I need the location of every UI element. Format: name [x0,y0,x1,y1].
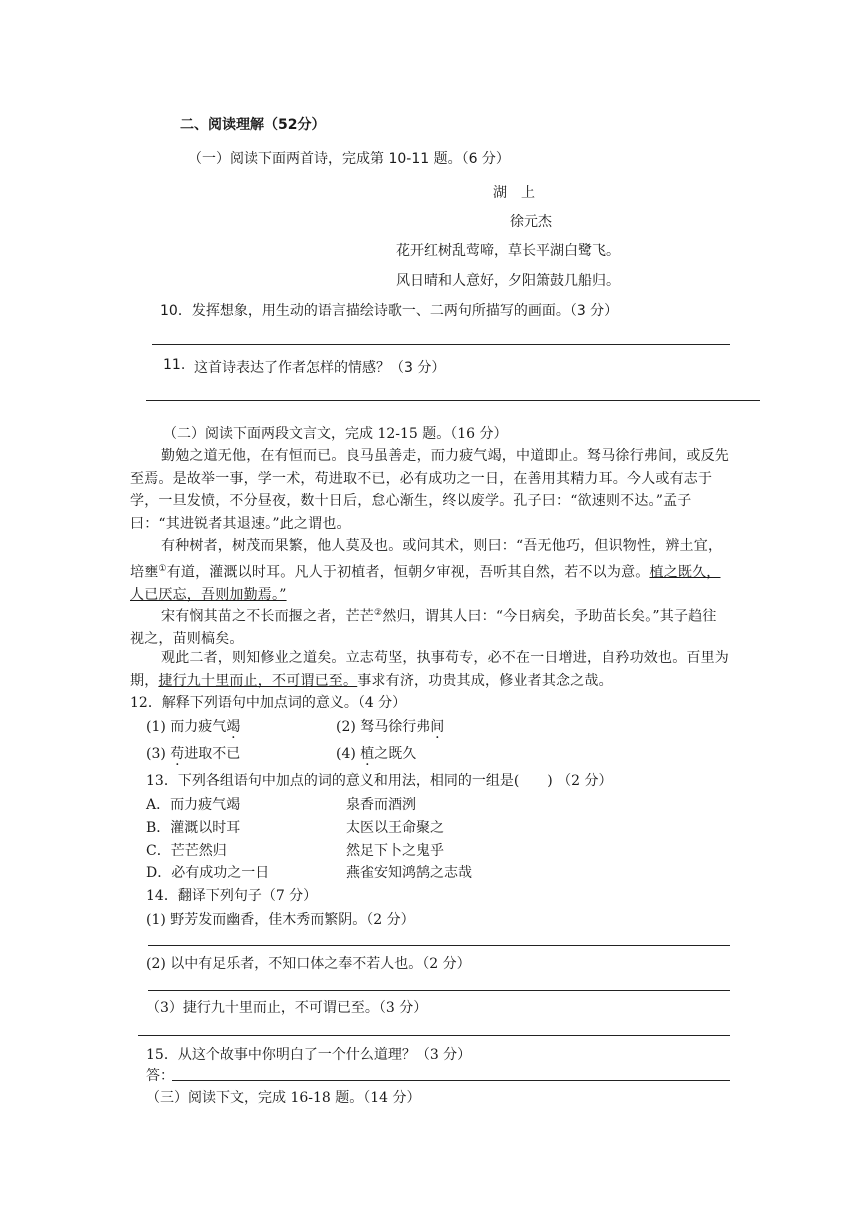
q12-item-1-text: 而力疲气 [170,719,227,735]
q12-item-2 [336,716,444,736]
q12-item-2-number: (2) [336,719,356,735]
q13-option-b-right: 太医以王命聚之 [346,820,444,836]
answer-line-q11 [146,400,760,401]
question-14: 14．翻译下列句子（7 分） [146,888,318,904]
question-10: 10．发挥想象，用生动的语言描绘诗歌一、二两句所描写的画面。（3 分） [160,303,619,319]
footnote-marker-2: ② [374,608,383,618]
q12-item-3-dotted-word: 苟 [170,746,185,762]
q14-sentence-3: （3）捷行九十里而止，不可谓已至。（3 分） [146,1000,428,1016]
poem-line-2: 风日晴和人意好，夕阳箫鼓几船归。 [396,273,620,289]
q13-option-a-right: 泉香而酒洌 [346,797,416,813]
section-heading: 二、阅读理解（52分） [180,117,326,133]
answer-line-q15 [172,1080,730,1081]
classical-text-paragraph-3 [130,602,730,651]
q13-option-a-left: A．而力疲气竭 [146,797,241,813]
q12-item-4-number: (4) [336,746,356,762]
paragraph-3-text-a: 宋有悯其苗之不长而揠之者，芒芒 [161,608,374,625]
q13-option-b-left: B．灌溉以时耳 [146,820,241,836]
q12-item-4 [336,743,416,763]
q12-item-3-text-after: 进取不已 [184,746,241,762]
q12-item-1-number: (1) [146,719,166,735]
classical-text-paragraph-2 [130,535,730,606]
part1-intro: （一）阅读下面两首诗，完成第 10-11 题。（6 分） [188,151,510,167]
question-13: 13．下列各组语句中加点的词的意义和用法，相同的一组是( ) （2 分） [146,773,613,789]
paragraph-2-text-b: 有道，灌溉以时耳。凡人于初植者，恒朝夕审视，吾听其自然，若不以为意。 [166,564,650,581]
answer-line-q14-3 [138,1035,730,1036]
q12-item-3-number: (3) [146,746,166,762]
q13-option-c-right: 然足下卜之鬼乎 [346,843,444,859]
question-12: 12．解释下列语句中加点词的意义。（4 分） [130,695,407,711]
q13-option-d-left: D．必有成功之一日 [146,865,270,881]
paragraph-4-text-b: 事求有济，功贵其成，修业者其念之哉。 [357,672,613,689]
paragraph-4-underlined: 捷行九十里而止，不可谓已至。 [158,672,358,689]
paragraph-2-underlined: 植之既久，人已厌忘，吾则加勤焉。” [130,564,721,603]
answer-line-q14-2 [148,990,730,991]
q15-answer-label: 答： [146,1068,174,1084]
q12-item-1-dotted-word: 竭 [226,719,241,735]
paragraph-2-text-a: 有种树者，树茂而果繁，他人莫及也。或问其术，则曰：“吾无他巧，但识物性，辨土宜，培壅 [130,538,723,581]
q12-item-2-dotted-word: 间 [430,719,445,735]
classical-text-paragraph-4 [130,647,730,692]
q12-item-4-dotted-word: 植 [360,746,375,762]
q12-item-1 [146,716,240,736]
q13-option-c-left: C．芒芒然归 [146,843,227,859]
part2-intro: （二）阅读下面两段文言文，完成 12-15 题。（16 分） [163,426,508,442]
poem-line-1: 花开红树乱莺啼，草长平湖白鹭飞。 [396,243,620,259]
q14-sentence-1: (1) 野芳发而幽香，佳木秀而繁阴。（2 分） [146,912,415,928]
question-15: 15．从这个故事中你明白了一个什么道理？（3 分） [146,1047,472,1063]
paragraph-3-text-b: 然归，谓其人曰：“今日病矣，予助苗长矣。”其子趋往视之，苗则槁矣。 [130,608,717,648]
classical-text-paragraph-1: 勤勉之道无他，在有恒而已。良马虽善走，而力疲气竭，中道即止。驽马徐行弗间，或反先至焉。是故举一事，学一术，苟进取不已，必有成功之一日，在善用其精力耳。今人或有志于学，一旦发愤，不分昼夜，数十日后，怠心渐生，终以废学。孔子曰：“欲速则不达。”孟子曰：“其进锐者其退速。”此之谓也。 [130,448,729,532]
paragraph-4-text-a: 观此二者，则知修业之道矣。立志苟坚，执事苟专，必不在一日增进，自矜功效也。百里为期， [130,650,729,689]
q12-item-4-text-after: 之既久 [374,746,417,762]
poem-title: 湖 上 [493,185,535,201]
poem-author: 徐元杰 [510,214,552,230]
q12-item-3 [146,743,240,763]
q14-sentence-2: (2) 以中有足乐者，不知口体之奉不若人也。（2 分） [146,956,471,972]
question-11: 这首诗表达了作者怎样的情感？（3 分） [194,360,446,376]
question-11-number: 11. [163,357,186,373]
footnote-marker-1: ① [158,563,167,574]
q13-option-d-right: 燕雀安知鸿鹄之志哉 [346,865,472,881]
answer-line-q14-1 [148,945,730,946]
part3-intro: （三）阅读下文，完成 16-18 题。（14 分） [146,1090,421,1106]
answer-line-q10 [152,344,730,345]
q12-item-2-text: 驽马徐行弗 [360,719,431,735]
